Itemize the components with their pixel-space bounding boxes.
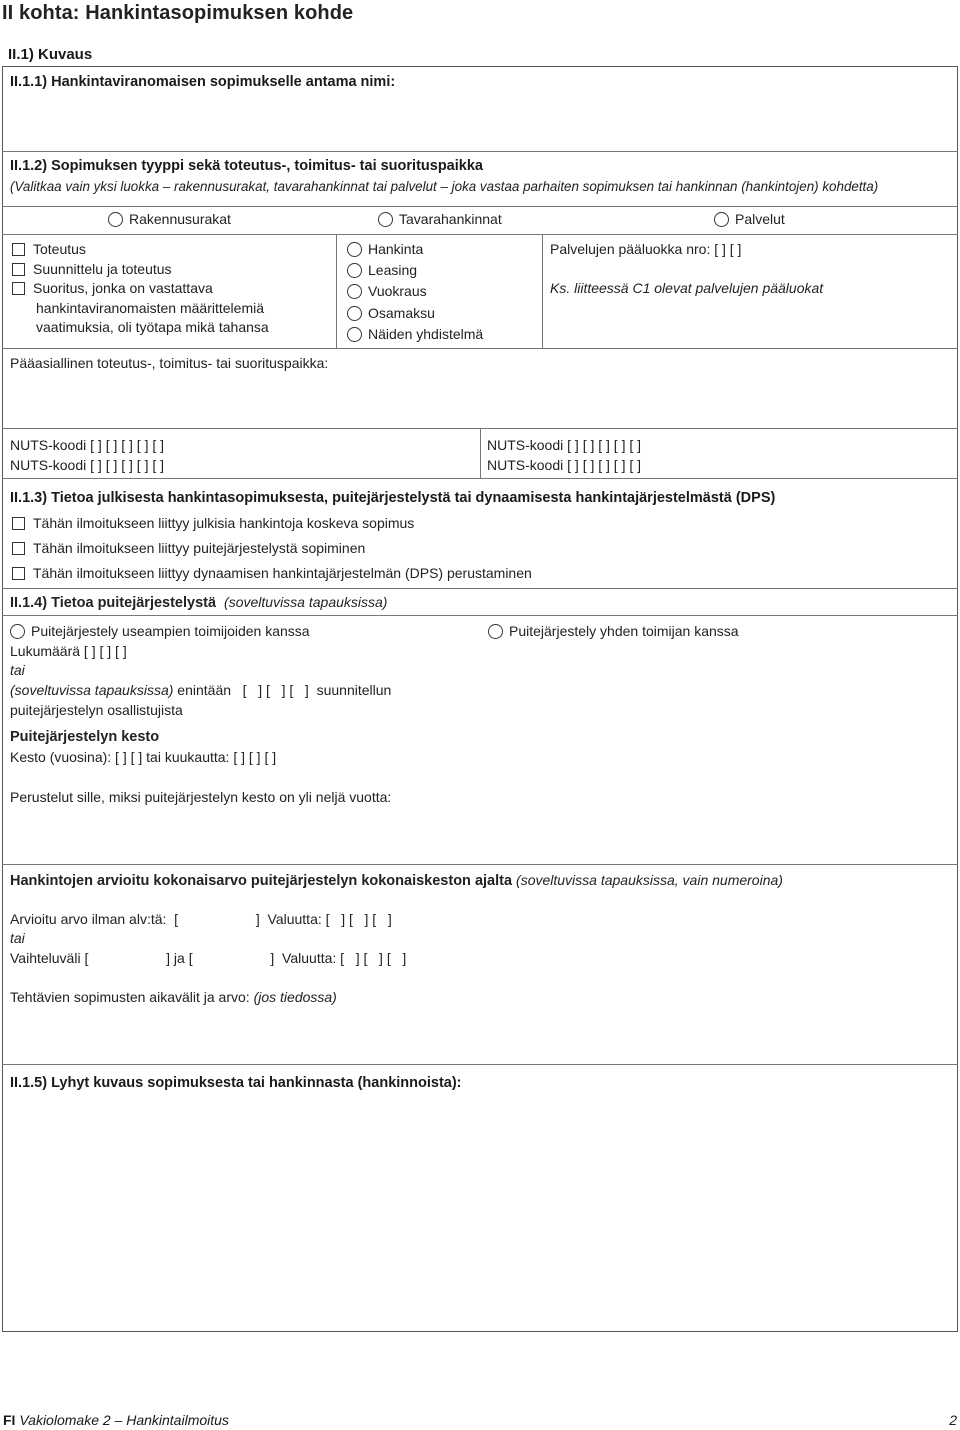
supplies-option-hire-purchase[interactable]: Osamaksu [347, 305, 435, 321]
radio-icon[interactable] [714, 212, 729, 227]
nuts-code-field[interactable]: NUTS-koodi [ ] [ ] [ ] [ ] [ ] [487, 457, 642, 473]
contract-type-note: (Valitkaa vain yksi luokka – rakennusurakat, tavarahankinnat tai palvelut – joka vastaa parhaiten sopimuksen tai hankinnan (hankintojen) kohdetta) [10, 179, 879, 194]
works-option-design-execution[interactable]: Suunnittelu ja toteutus [12, 261, 172, 277]
category-services[interactable]: Palvelut [714, 211, 785, 227]
framework-duration-label: Puitejärjestelyn kesto [10, 729, 160, 745]
category-works[interactable]: Rakennusurakat [108, 211, 231, 227]
services-category-number[interactable]: Palvelujen pääluokka nro: [ ] [ ] [550, 241, 742, 257]
intervals-label: Tehtävien sopimusten aikavälit ja arvo: (jos tiedossa) [10, 989, 337, 1005]
radio-icon[interactable] [378, 212, 393, 227]
checkbox-icon[interactable] [12, 282, 25, 295]
radio-icon[interactable] [10, 624, 25, 639]
contract-type-label: II.1.2) Sopimuksen tyyppi sekä toteutus-, toimitus- tai suorituspaikka [10, 158, 483, 174]
value-range[interactable]: Vaihteluväli [ ] ja [ ] Valuutta: [ ] [ ] [ ] [10, 950, 407, 966]
framework-multi-operators[interactable]: Puitejärjestely useampien toimijoiden kanssa [10, 623, 310, 639]
main-site-input[interactable] [10, 374, 950, 424]
checkbox-icon[interactable] [12, 567, 25, 580]
radio-icon[interactable] [347, 284, 362, 299]
checkbox-icon[interactable] [12, 243, 25, 256]
works-option-realisation[interactable]: Suoritus, jonka on vastattava [12, 280, 213, 296]
supplies-option-rental[interactable]: Vuokraus [347, 283, 427, 299]
radio-icon[interactable] [347, 327, 362, 342]
checkbox-icon[interactable] [12, 517, 25, 530]
or-text: tai [10, 662, 25, 678]
works-option-execution[interactable]: Toteutus [12, 241, 86, 257]
services-category-note: Ks. liitteessä C1 olevat palvelujen pääluokat [550, 280, 824, 296]
option-public-contract[interactable]: Tähän ilmoitukseen liittyy julkisia hankintoja koskeva sopimus [12, 515, 414, 531]
estimated-value[interactable]: Arvioitu arvo ilman alv:tä: [ ] Valuutta: [ ] [ ] [ ] [10, 911, 392, 927]
radio-icon[interactable] [347, 242, 362, 257]
justification-label: Perustelut sille, miksi puitejärjestelyn kesto on yli neljä vuotta: [10, 789, 392, 805]
or-text: tai [10, 930, 25, 946]
procurement-info-label: II.1.3) Tietoa julkisesta hankintasopimuksesta, puitejärjestelystä tai dynaamisesta hankintajärjestelmästä (DPS) [10, 490, 776, 506]
max-participants-text: puitejärjestelyn osallistujista [10, 702, 183, 718]
intervals-input[interactable] [10, 1008, 950, 1060]
category-supplies[interactable]: Tavarahankinnat [378, 211, 502, 227]
page-title: II kohta: Hankintasopimuksen kohde [2, 2, 354, 24]
participants-count[interactable]: Lukumäärä [ ] [ ] [ ] [10, 643, 127, 659]
short-description-input[interactable] [10, 1098, 950, 1326]
framework-duration[interactable]: Kesto (vuosina): [ ] [ ] tai kuukautta: [ ] [ ] [ ] [10, 749, 277, 765]
option-framework[interactable]: Tähän ilmoitukseen liittyy puitejärjestelystä sopiminen [12, 540, 365, 556]
radio-icon[interactable] [347, 263, 362, 278]
justification-input[interactable] [10, 808, 950, 860]
nuts-code-field[interactable]: NUTS-koodi [ ] [ ] [ ] [ ] [ ] [10, 437, 165, 453]
framework-info-label: II.1.4) Tietoa puitejärjestelystä (soveltuvissa tapauksissa) [10, 594, 388, 611]
checkbox-icon[interactable] [12, 263, 25, 276]
radio-icon[interactable] [488, 624, 503, 639]
supplies-option-combination[interactable]: Näiden yhdistelmä [347, 326, 483, 342]
radio-icon[interactable] [108, 212, 123, 227]
section-heading: II.1) Kuvaus [8, 46, 93, 63]
radio-icon[interactable] [347, 306, 362, 321]
works-option-text: hankintaviranomaisten määrittelemiä [36, 300, 264, 316]
short-description-label: II.1.5) Lyhyt kuvaus sopimuksesta tai hankinnasta (hankinnoista): [10, 1075, 462, 1091]
option-dps[interactable]: Tähän ilmoitukseen liittyy dynaamisen hankintajärjestelmän (DPS) perustaminen [12, 565, 532, 581]
supplies-option-lease[interactable]: Leasing [347, 262, 417, 278]
contract-title-label: II.1.1) Hankintaviranomaisen sopimukselle antama nimi: [10, 74, 396, 90]
checkbox-icon[interactable] [12, 542, 25, 555]
works-option-text: vaatimuksia, oli työtapa mikä tahansa [36, 319, 269, 335]
max-participants[interactable]: (soveltuvissa tapauksissa) enintään [ ] [ ] [ ] suunnitellun [10, 682, 392, 698]
main-site-label: Pääasiallinen toteutus-, toimitus- tai suorituspaikka: [10, 355, 329, 371]
page-number: 2 [949, 1412, 957, 1428]
footer: FI Vakiolomake 2 – Hankintailmoitus [3, 1412, 229, 1428]
contract-title-input[interactable] [10, 96, 950, 144]
nuts-code-field[interactable]: NUTS-koodi [ ] [ ] [ ] [ ] [ ] [10, 457, 165, 473]
total-value-label: Hankintojen arvioitu kokonaisarvo puitejärjestelyn kokonaiskeston ajalta (soveltuvissa tapauksissa, vain numeroina) [10, 872, 783, 889]
nuts-code-field[interactable]: NUTS-koodi [ ] [ ] [ ] [ ] [ ] [487, 437, 642, 453]
framework-single-operator[interactable]: Puitejärjestely yhden toimijan kanssa [488, 623, 739, 639]
supplies-option-purchase[interactable]: Hankinta [347, 241, 423, 257]
